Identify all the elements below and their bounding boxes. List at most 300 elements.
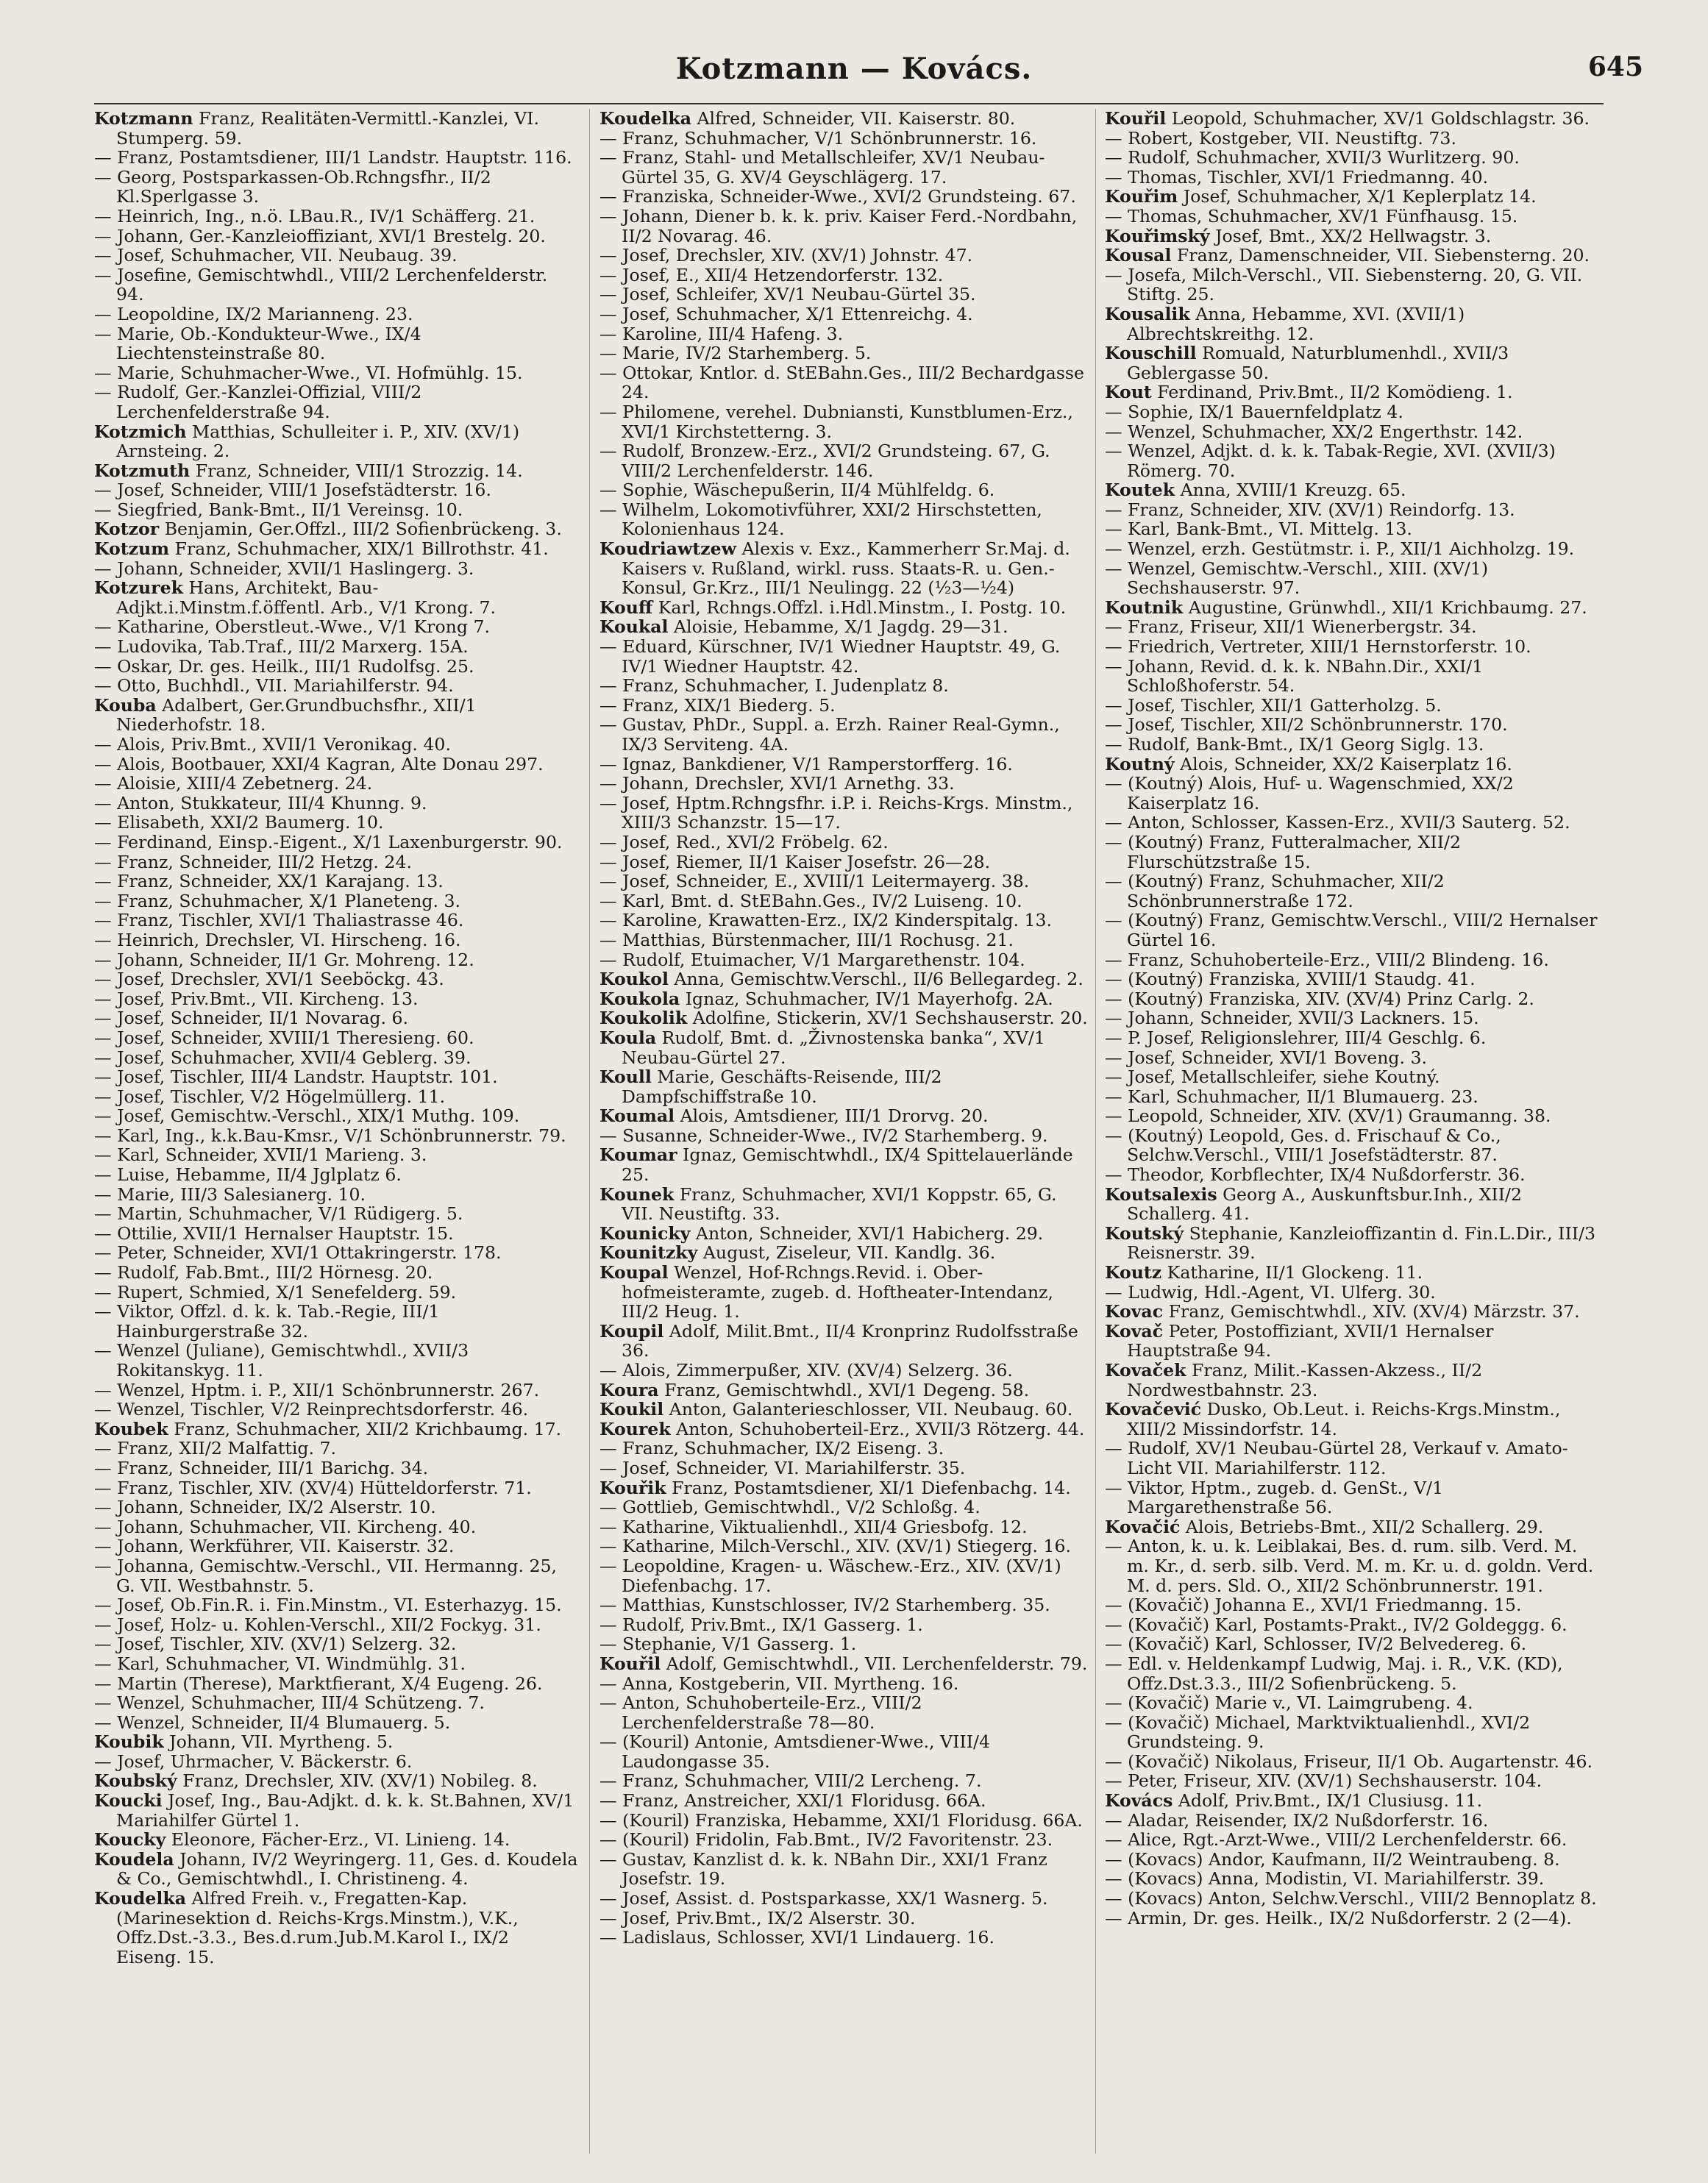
entry-text: — Armin, Dr. ges. Heilk., IX/2 Nußdorferstr. 2 (2—4). [1105, 1907, 1572, 1929]
entry-text: Marie, Geschäfts-Reisende, III/2 Dampfschiffstraße 10. [622, 1066, 942, 1107]
directory-entry [599, 187, 1089, 207]
directory-entry [94, 735, 580, 755]
entry-text: — Thomas, Schuhmacher, XV/1 Fünfhausg. 15. [1105, 205, 1518, 227]
directory-entry [1105, 1224, 1604, 1263]
entry-text: — Robert, Kostgeber, VII. Neustiftg. 73. [1105, 127, 1456, 149]
directory-entry [94, 266, 580, 305]
directory-entry [94, 1087, 580, 1107]
directory-entry [599, 891, 1089, 911]
entry-text: — Josef, Schneider, II/1 Novarag. 6. [94, 1008, 409, 1029]
entry-text: — (Kovacs) Anton, Selchw.Verschl., VIII/2 Bennoplatz 8. [1105, 1888, 1597, 1909]
entry-text: Georg A., Auskunftsbur.Inh., XII/2 Schallerg. 41. [1127, 1183, 1523, 1225]
entry-text: — Josef, Schuhmacher, X/1 Ettenreichg. 4. [599, 303, 973, 324]
surname-heading: Koull [599, 1066, 652, 1088]
directory-entry [94, 305, 580, 324]
directory-entry [599, 1145, 1089, 1184]
directory-entry [599, 1634, 1089, 1654]
directory-entry [1105, 1439, 1604, 1478]
directory-entry [599, 539, 1089, 598]
directory-entry [1105, 1126, 1604, 1165]
directory-entry [94, 1556, 580, 1595]
entry-text: — Josef, Assist. d. Postsparkasse, XX/1 Wasnerg. 5. [599, 1888, 1048, 1909]
directory-entry [1105, 227, 1604, 246]
entry-text: — Franz, XII/2 Malfattig. 7. [94, 1438, 337, 1459]
entry-text: — (Kovačič) Nikolaus, Friseur, II/1 Ob. Augartenstr. 46. [1105, 1751, 1593, 1772]
directory-entry [1105, 1028, 1604, 1048]
directory-entry [599, 207, 1089, 246]
entry-text: — Josef, Drechsler, XVI/1 Seeböckg. 43. [94, 969, 444, 990]
surname-heading: Kouřim [1105, 186, 1178, 207]
directory-entry [599, 1126, 1089, 1146]
directory-entry [94, 1732, 580, 1752]
directory-entry [599, 441, 1089, 480]
entry-text: — Johann, Schneider, XVII/1 Haslingerg. 3. [94, 558, 474, 579]
directory-entry [599, 1791, 1089, 1811]
entry-text: — Rudolf, Fab.Bmt., III/2 Hörnesg. 20. [94, 1262, 433, 1283]
directory-entry [599, 1830, 1089, 1850]
directory-entry [599, 1185, 1089, 1224]
directory-entry [599, 637, 1089, 676]
entry-text: — (Kovačič) Marie v., VI. Laimgrubeng. 4. [1105, 1692, 1473, 1714]
directory-entry [1105, 343, 1604, 382]
directory-entry [599, 1654, 1089, 1674]
directory-entry [599, 1732, 1089, 1771]
directory-entry [94, 930, 580, 950]
entry-text: Franz, Milit.-Kassen-Akzess., II/2 Nordwestbahnstr. 23. [1127, 1360, 1483, 1400]
surname-heading: Koukolik [599, 1008, 688, 1029]
directory-entry [599, 480, 1089, 500]
surname-heading: Koubik [94, 1731, 164, 1753]
directory-entry [94, 1693, 580, 1713]
directory-entry [94, 1654, 580, 1674]
entry-text: — Wenzel, Schneider, II/4 Blumauerg. 5. [94, 1712, 451, 1733]
directory-entry [1105, 539, 1604, 559]
surname-heading: Koutz [1105, 1262, 1162, 1283]
directory-entry [1105, 168, 1604, 188]
entry-text: — Karl, Schneider, XVII/1 Marieng. 3. [94, 1144, 427, 1166]
directory-entry [1105, 305, 1604, 343]
directory-entry [94, 1028, 580, 1048]
entry-text: — (Kovačič) Karl, Schlosser, IV/2 Belvedereg. 6. [1105, 1634, 1527, 1655]
entry-text: Franz, Drechsler, XIV. (XV/1) Nobileg. 8. [177, 1770, 538, 1792]
directory-entry [94, 207, 580, 227]
entry-text: — Johann, Werkführer, VII. Kaiserstr. 32. [94, 1536, 455, 1557]
directory-entry [599, 500, 1089, 539]
entry-text: — (Kouril) Franziska, Hebamme, XXI/1 Floridusg. 66A. [599, 1809, 1083, 1831]
surname-heading: Kovaček [1105, 1360, 1186, 1381]
entry-text: Hans, Architekt, Bau-Adjkt.i.Minstm.f.öffentl. Arb., V/1 Krong. 7. [116, 577, 497, 618]
entry-text: — Josef, Tischler, XIV. (XV/1) Selzerg. 32. [94, 1634, 457, 1655]
entry-text: — Josef, Schneider, VIII/1 Josefstädterstr. 16. [94, 480, 491, 501]
entry-text: — Otto, Buchhdl., VII. Mariahilferstr. 94. [94, 675, 454, 697]
entry-text: — Leopoldine, IX/2 Marianneng. 23. [94, 303, 413, 324]
directory-entry [599, 1556, 1089, 1595]
directory-entry [94, 1498, 580, 1517]
surname-heading: Koupil [599, 1320, 664, 1342]
entry-text: — Johann, Revid. d. k. k. NBahn.Dir., XXI/1 Schloßhoferstr. 54. [1105, 655, 1484, 697]
entry-text: Josef, Schuhmacher, X/1 Keplerplatz 14. [1178, 186, 1537, 207]
entry-text: Adolf, Priv.Bmt., IX/1 Clusiusg. 11. [1173, 1790, 1483, 1812]
directory-entry [1105, 774, 1604, 813]
surname-heading: Kotzurek [94, 577, 183, 599]
directory-entry [94, 1791, 580, 1830]
entry-text: Alois, Amtsdiener, III/1 Drorvg. 20. [675, 1105, 989, 1127]
entry-text: — Johann, Schuhmacher, VII. Kircheng. 40. [94, 1516, 477, 1537]
column-3 [1105, 109, 1604, 2161]
entry-text: Ignaz, Gemischtwhdl., IX/4 Spittelauerlände 25. [622, 1144, 1073, 1186]
directory-entry [599, 715, 1089, 754]
directory-entry [94, 461, 580, 481]
entry-text: — Josef, Ob.Fin.R. i. Fin.Minstm., VI. Esterhazyg. 15. [94, 1595, 562, 1616]
directory-entry [94, 1341, 580, 1380]
surname-heading: Kout [1105, 382, 1152, 403]
directory-entry [1105, 715, 1604, 735]
entry-text: — Josef, Priv.Bmt., IX/2 Alserstr. 30. [599, 1907, 916, 1929]
column-divider [1095, 109, 1096, 2154]
directory-entry [1105, 266, 1604, 305]
entry-text: — (Kouril) Antonie, Amtsdiener-Wwe., VIII/4 Laudongasse 35. [599, 1731, 990, 1772]
directory-entry [599, 266, 1089, 285]
entry-text: — Ludovika, Tab.Traf., III/2 Marxerg. 15A. [94, 636, 469, 658]
entry-text: — Josef, Metallschleifer, siehe Koutný. [1105, 1066, 1440, 1088]
entry-text: — Franz, Anstreicher, XXI/1 Floridusg. 66A. [599, 1790, 986, 1812]
entry-text: Anna, Hebamme, XVI. (XVII/1) Albrechtskreithg. 12. [1127, 303, 1465, 344]
entry-text: — Wenzel, Gemischtw.-Verschl., XIII. (XV/1) Sechshauserstr. 97. [1105, 558, 1489, 599]
entry-text: — Karl, Ing., k.k.Bau-Kmsr., V/1 Schönbrunnerstr. 79. [94, 1125, 566, 1146]
entry-text: — Johanna, Gemischtw.-Verschl., VII. Hermanng. 25, G. VII. Westbahnstr. 5. [94, 1555, 557, 1596]
entry-text: — Johann, Drechsler, XVI/1 Arnethg. 33. [599, 773, 955, 794]
directory-entry [599, 1693, 1089, 1732]
directory-entry [599, 1224, 1089, 1244]
directory-entry [599, 1263, 1089, 1322]
entry-text: Josef, Bmt., XX/2 Hellwagstr. 3. [1209, 225, 1492, 246]
entry-text: Adalbert, Ger.Grundbuchsfhr., XII/1 Niederhofstr. 18. [116, 694, 477, 736]
entry-text: — (Kouril) Fridolin, Fab.Bmt., IV/2 Favoritenstr. 23. [599, 1829, 1053, 1851]
entry-text: — Josefine, Gemischtwhdl., VIII/2 Lerchenfelderstr. 94. [94, 264, 548, 305]
entry-text: — Franz, Schuhmacher, X/1 Planeteng. 3. [94, 890, 461, 911]
surname-heading: Kouschill [1105, 343, 1197, 364]
directory-entry [94, 1830, 580, 1850]
directory-entry [1105, 1263, 1604, 1283]
entry-text: Franz, Schuhmacher, XII/2 Krichbaumg. 17. [168, 1418, 562, 1439]
entry-text: Adolf, Milit.Bmt., II/4 Kronprinz Rudolfsstraße 36. [622, 1320, 1078, 1361]
entry-text: — Josef, Riemer, II/1 Kaiser Josefstr. 26—28. [599, 851, 991, 872]
directory-entry [94, 1185, 580, 1205]
directory-entry [599, 1067, 1089, 1106]
directory-entry [599, 989, 1089, 1009]
running-head: Kotzmann — Kovács. [675, 51, 1033, 86]
entry-text: — Wenzel, Tischler, V/2 Reinprechtsdorferstr. 46. [94, 1399, 529, 1420]
directory-entry [1105, 1067, 1604, 1087]
entry-text: — Katharine, Viktualienhdl., XII/4 Griesbofg. 12. [599, 1516, 1028, 1537]
directory-entry [599, 833, 1089, 852]
surname-heading: Koutný [1105, 753, 1175, 774]
entry-text: — Philomene, verehel. Dubniansti, Kunstblumen-Erz., XVI/1 Kirchstetterng. 3. [599, 401, 1073, 442]
surname-heading: Koula [599, 1027, 657, 1048]
entry-text: — Ladislaus, Schlosser, XVI/1 Lindauerg. 16. [599, 1927, 994, 1948]
directory-entry [599, 1008, 1089, 1028]
surname-heading: Koubský [94, 1770, 177, 1792]
directory-entry [1105, 1048, 1604, 1068]
entry-text: — (Koutný) Franz, Futteralmacher, XII/2 Flurschützstraße 15. [1105, 831, 1462, 872]
entry-text: — Marie, III/3 Salesianerg. 10. [94, 1183, 366, 1205]
entry-text: — Peter, Schneider, XVI/1 Ottakringerstr. 178. [94, 1242, 502, 1264]
surname-heading: Koucky [94, 1829, 166, 1851]
entry-text: — Franz, Schneider, XX/1 Karajang. 13. [94, 871, 444, 892]
entry-text: — Rudolf, Ger.-Kanzlei-Offizial, VIII/2 Lerchenfelderstraße 94. [94, 382, 422, 422]
directory-entry [1105, 1087, 1604, 1107]
surname-heading: Koukol [599, 969, 669, 990]
surname-heading: Kounitzky [599, 1242, 698, 1264]
directory-entry [94, 578, 580, 617]
directory-entry [599, 1478, 1089, 1498]
directory-entry [1105, 1909, 1604, 1929]
directory-entry [94, 891, 580, 911]
entry-text: Ferdinand, Priv.Bmt., II/2 Komödieng. 1. [1151, 382, 1513, 403]
surname-heading: Koutek [1105, 480, 1175, 501]
surname-heading: Kouřil [1105, 109, 1167, 129]
entry-text: Franz, Realitäten-Vermittl.-Kanzlei, VI. Stumperg. 59. [116, 109, 540, 149]
entry-text: — Franz, Schuhmacher, V/1 Schönbrunnerstr. 16. [599, 127, 1037, 149]
directory-entry [1105, 1830, 1604, 1850]
surname-heading: Kousal [1105, 245, 1172, 266]
directory-entry [94, 1439, 580, 1459]
directory-entry [94, 755, 580, 774]
entry-text: — Josef, Tischler, XII/1 Gatterholzg. 5. [1105, 694, 1442, 716]
entry-text: Franz, Damenschneider, VII. Siebensterng. 20. [1171, 245, 1590, 266]
surname-heading: Kovač [1105, 1320, 1164, 1342]
directory-entry [94, 1008, 580, 1028]
directory-entry [1105, 833, 1604, 872]
entry-text: — Karl, Schuhmacher, II/1 Blumauerg. 23. [1105, 1086, 1479, 1107]
entry-text: — (Koutný) Franziska, XIV. (XV/4) Prinz Carlg. 2. [1105, 988, 1534, 1009]
column-2 [599, 109, 1089, 2161]
entry-text: — Josef, Schneider, XVI/1 Boveng. 3. [1105, 1047, 1428, 1068]
directory-entry [599, 852, 1089, 872]
surname-heading: Kovačić [1105, 1516, 1181, 1537]
entry-text: — Sophie, IX/1 Bauernfeldplatz 4. [1105, 401, 1403, 422]
directory-entry [1105, 1615, 1604, 1635]
directory-entry [1105, 969, 1604, 989]
directory-entry [1105, 657, 1604, 696]
entry-text: — Gustav, Kanzlist d. k. k. NBahn Dir., XXI/1 Franz Josefstr. 19. [599, 1848, 1047, 1890]
entry-text: — Franziska, Schneider-Wwe., XVI/2 Grundsteing. 67. [599, 186, 1076, 207]
surname-heading: Koudriawtzew [599, 538, 736, 560]
directory-entry [599, 969, 1089, 989]
entry-text: Augustine, Grünwhdl., XII/1 Krichbaumg. 27. [1183, 597, 1587, 618]
header-rule [94, 103, 1604, 104]
directory-entry [1105, 1595, 1604, 1615]
entry-text: — Aloisie, XIII/4 Zebetnerg. 24. [94, 773, 373, 794]
entry-text: — (Koutný) Alois, Huf- u. Wagenschmied, XX/2 Kaiserplatz 16. [1105, 773, 1514, 813]
entry-text: August, Ziseleur, VII. Kandlg. 36. [697, 1242, 996, 1264]
surname-heading: Koutský [1105, 1222, 1184, 1244]
directory-entry [1105, 1283, 1604, 1303]
entry-text: — Katharine, Milch-Verschl., XIV. (XV/1) Stiegerg. 16. [599, 1536, 1071, 1557]
entry-text: Johann, VII. Myrtheng. 5. [163, 1731, 394, 1753]
entry-text: — Peter, Friseur, XIV. (XV/1) Sechshauserstr. 104. [1105, 1770, 1542, 1792]
entry-text: Alfred, Schneider, VII. Kaiserstr. 80. [691, 109, 1016, 129]
directory-entry [94, 1263, 580, 1283]
directory-entry [599, 324, 1089, 344]
entry-text: — Josef, Schneider, VI. Mariahilferstr. 35. [599, 1457, 966, 1478]
directory-entry [1105, 129, 1604, 149]
directory-entry [94, 168, 580, 207]
surname-heading: Kouřil [599, 1653, 661, 1674]
entry-text: — Wenzel (Juliane), Gemischtwhdl., XVII/3 Rokitanskyg. 11. [94, 1340, 469, 1381]
entry-text: — Alice, Rgt.-Arzt-Wwe., VIII/2 Lerchenfelderstr. 66. [1105, 1829, 1568, 1851]
directory-entry [94, 519, 580, 539]
surname-heading: Koumar [599, 1144, 677, 1166]
entry-text: — Gustav, PhDr., Suppl. a. Erzh. Rainer Real-Gymn., IX/3 Serviteng. 4A. [599, 714, 1060, 755]
entry-text: Anton, Galanterieschlosser, VII. Neubaug. 60. [663, 1399, 1073, 1420]
directory-entry [1105, 1869, 1604, 1889]
entry-text: — Matthias, Bürstenmacher, III/1 Rochusg. 21. [599, 929, 1014, 950]
surname-heading: Koudelka [94, 1888, 186, 1909]
surname-heading: Koucki [94, 1790, 163, 1812]
entry-text: — Franz, Stahl- und Metallschleifer, XV/1 Neubau-Gürtel 35, G. XV/4 Geyschlägerg. 17. [599, 147, 1045, 188]
directory-entry [599, 402, 1089, 441]
directory-entry [599, 1420, 1089, 1439]
surname-heading: Koubek [94, 1418, 168, 1439]
directory-entry [1105, 617, 1604, 637]
entry-text: Katharine, II/1 Glockeng. 11. [1161, 1262, 1423, 1283]
entry-text: — Josef, Schleifer, XV/1 Neubau-Gürtel 35. [599, 284, 976, 305]
entry-text: — Franz, Schuhmacher, I. Judenplatz 8. [599, 675, 949, 697]
directory-entry [94, 1106, 580, 1126]
entry-text: — Wenzel, Schuhmacher, III/4 Schützeng. 7. [94, 1692, 485, 1714]
directory-entry [1105, 872, 1604, 911]
surname-heading: Kotzmuth [94, 460, 191, 481]
directory-entry [94, 1204, 580, 1224]
entry-text: — Wilhelm, Lokomotivführer, XXI/2 Hirschstetten, Kolonienhaus 124. [599, 499, 1042, 540]
entry-text: Josef, Ing., Bau-Adjkt. d. k. k. St.Bahnen, XV/1 Mariahilfer Gürtel 1. [116, 1790, 574, 1831]
directory-entry [599, 617, 1089, 637]
directory-entry [599, 1243, 1089, 1263]
directory-entry [1105, 382, 1604, 402]
directory-entry [94, 363, 580, 383]
directory-entry [599, 363, 1089, 402]
surname-heading: Kouřik [599, 1477, 666, 1498]
entry-text: — (Kovačič) Michael, Marktviktualienhdl., XVI/2 Grundsteing. 9. [1105, 1712, 1531, 1753]
entry-text: Anna, Gemischtw.Verschl., II/6 Bellegardeg. 2. [668, 969, 1083, 990]
directory-entry [94, 969, 580, 989]
entry-text: — Franz, Tischler, XIV. (XV/4) Hütteldorferstr. 71. [94, 1477, 532, 1498]
directory-entry [1105, 755, 1604, 774]
entry-text: — Johann, Ger.-Kanzleioffiziant, XVI/1 Brestelg. 20. [94, 225, 546, 246]
directory-entry [599, 285, 1089, 305]
directory-entry [1105, 109, 1604, 129]
entry-text: — Franz, Schneider, III/2 Hetzg. 24. [94, 851, 412, 872]
directory-entry [94, 813, 580, 833]
directory-entry [94, 1595, 580, 1615]
surname-heading: Koudelka [599, 109, 691, 129]
surname-heading: Koukal [599, 616, 669, 638]
surname-heading: Koukola [599, 988, 680, 1009]
entry-text: — Ottilie, XVII/1 Hernalser Hauptstr. 15. [94, 1222, 454, 1244]
directory-entry [1105, 1713, 1604, 1752]
directory-entry [599, 794, 1089, 833]
entry-text: — Eduard, Kürschner, IV/1 Wiedner Hauptstr. 49, G. IV/1 Wiedner Hauptstr. 42. [599, 636, 1061, 677]
entry-text: Leopold, Schuhmacher, XV/1 Goldschlagstr. 36. [1166, 109, 1590, 129]
entry-text: Franz, Postamtsdiener, XI/1 Diefenbachg. 14. [666, 1477, 1071, 1498]
directory-entry [599, 1595, 1089, 1615]
surname-heading: Koudela [94, 1848, 174, 1870]
entry-text: — Johann, Schneider, II/1 Gr. Mohreng. 12. [94, 949, 474, 970]
directory-entry [1105, 422, 1604, 442]
entry-text: — (Kovacs) Andor, Kaufmann, II/2 Weintraubeng. 8. [1105, 1848, 1560, 1870]
entry-text: — Aladar, Reisender, IX/2 Nußdorferstr. 16. [1105, 1809, 1489, 1831]
directory-entry [1105, 1791, 1604, 1811]
entry-text: Benjamin, Ger.Offzl., III/2 Sofienbrückeng. 3. [159, 519, 562, 540]
entry-text: Alexis v. Exz., Kammerherr Sr.Maj. d. Kaisers v. Rußland, wirkl. russ. Staats-R. u. Gen.-Konsul, Gr.Krz., III/1 Neulingg. 22 (½3—½4) [622, 538, 1070, 599]
entry-text: — Wenzel, erzh. Gestütmstr. i. P., XII/1 Aichholzg. 19. [1105, 538, 1575, 560]
entry-text: — Rudolf, Bronzew.-Erz., XVI/2 Grundsteing. 67, G. VIII/2 Lerchenfelderstr. 146. [599, 441, 1050, 481]
surname-heading: Kousalik [1105, 303, 1190, 324]
directory-entry [1105, 1752, 1604, 1772]
directory-entry [1105, 500, 1604, 520]
entry-text: — Anton, k. u. k. Leiblakai, Bes. d. rum. silb. Verd. M. m. Kr., d. serb. silb. Verd. M. m. Kr. u. d. goldn. Verd. M. d. pers. Sld. O., XII/2 Schönbrunnerstr. 191. [1105, 1536, 1594, 1596]
directory-entry [94, 833, 580, 852]
directory-entry [94, 148, 580, 168]
entry-text: — Josef, Schneider, E., XVIII/1 Leitermayerg. 38. [599, 871, 1030, 892]
directory-entry [94, 1478, 580, 1498]
directory-entry [94, 1850, 580, 1889]
directory-entry [599, 872, 1089, 891]
entry-text: — Martin (Therese), Marktfierant, X/4 Eugeng. 26. [94, 1673, 543, 1694]
directory-entry [599, 1361, 1089, 1381]
entry-text: — Josef, Red., XVI/2 Fröbelg. 62. [599, 831, 889, 852]
entry-text: Peter, Postoffiziant, XVII/1 Hernalser Hauptstraße 94. [1127, 1320, 1494, 1361]
directory-entry [1105, 813, 1604, 833]
directory-entry [94, 1674, 580, 1694]
surname-heading: Kouřimský [1105, 225, 1210, 246]
directory-entry [599, 950, 1089, 970]
entry-text: — Karl, Schuhmacher, VI. Windmühlg. 31. [94, 1653, 466, 1674]
directory-entry [94, 794, 580, 813]
directory-entry [599, 1381, 1089, 1400]
directory-entry [94, 500, 580, 520]
directory-entry [1105, 1165, 1604, 1185]
entry-text: — P. Josef, Religionslehrer, III/4 Geschlg. 6. [1105, 1027, 1487, 1048]
entry-text: — Franz, Schneider, III/1 Barichg. 34. [94, 1457, 429, 1478]
entry-text: — Wenzel, Adjkt. d. k. k. Tabak-Regie, XVI. (XVII/3) Römerg. 70. [1105, 441, 1556, 481]
directory-entry [599, 911, 1089, 930]
directory-entry [94, 382, 580, 421]
entry-text: Eleonore, Fächer-Erz., VI. Linieng. 14. [166, 1829, 510, 1851]
directory-entry [94, 1126, 580, 1146]
directory-entry [94, 539, 580, 559]
entry-text: — (Koutný) Franziska, XVIII/1 Staudg. 41. [1105, 969, 1476, 990]
directory-entry [94, 1381, 580, 1400]
column-1 [94, 109, 580, 2161]
entry-text: — Alois, Zimmerpußer, XIV. (XV/4) Selzerg. 36. [599, 1360, 1013, 1381]
entry-text: — Sophie, Wäschepußerin, II/4 Mühlfeldg. 6. [599, 480, 995, 501]
directory-entry [94, 852, 580, 872]
directory-entry [94, 911, 580, 930]
directory-entry [94, 1459, 580, 1478]
directory-entry [1105, 1693, 1604, 1713]
directory-entry [599, 1928, 1089, 1948]
directory-entry [599, 1889, 1089, 1909]
entry-text: — Ottokar, Kntlor. d. StEBahn.Ges., III/2 Bechardgasse 24. [599, 362, 1084, 403]
entry-text: — Marie, Schuhmacher-Wwe., VI. Hofmühlg. 15. [94, 362, 523, 383]
entry-text: — Ludwig, Hdl.-Agent, VI. Ulferg. 30. [1105, 1281, 1436, 1303]
directory-entry [1105, 1400, 1604, 1439]
entry-text: — (Kovacs) Anna, Modistin, VI. Mariahilferstr. 39. [1105, 1868, 1545, 1890]
page-header [0, 51, 1708, 103]
directory-entry [599, 676, 1089, 696]
